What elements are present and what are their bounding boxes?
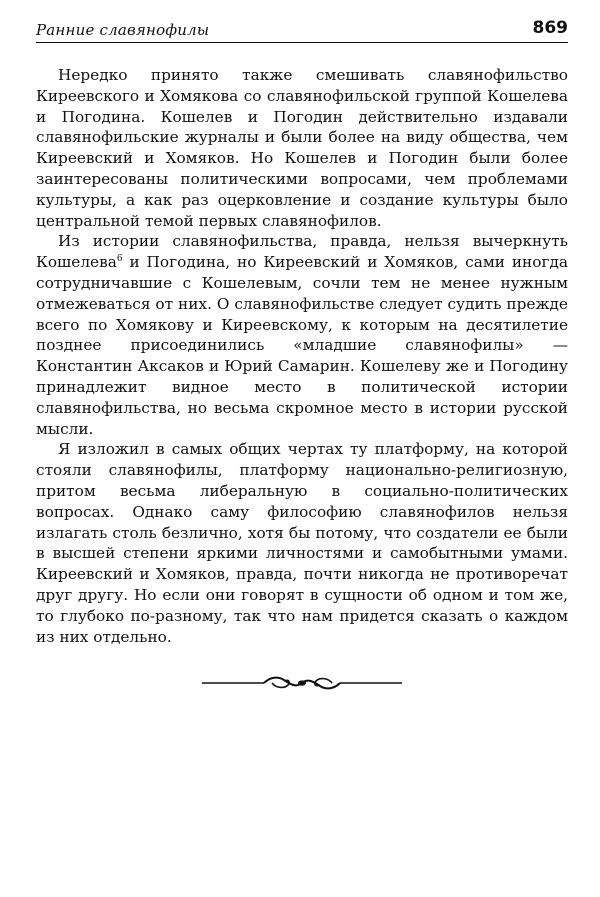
paragraph-2-end: и Погодина, но Киреевский и Хомяков, сами иногда сотрудничавшие с Кошелевым, сочли тем не менее нужным отмежеваться от них. О славянофильстве следует судить прежде всего по Хомякову и Киреевскому, к которым на десятилетие позднее присоединились «младшие славянофилы» — Константин Аксаков и Юрий Самарин. Кошелеву же и Погодину принадлежит видное место в политической истории славянофильства, но весьма скромное место в истории русской мысли. — [36, 253, 568, 438]
main-text — [36, 65, 568, 647]
paragraph-3: Я изложил в самых общих чертах ту платформу, на которой стояли славянофилы, платформу национально-религиозную, притом весьма либеральную в социально-политических вопросах. Однако саму философию славянофилов нельзя излагать столь безлично, хотя бы потому, что создатели ее были в высшей степени яркими личностями и самобытными умами. Киреевский и Хомяков, правда, почти никогда не противоречат друг другу. Но если они говорят в сущности об одном и том же, то глубоко по-разному, так что нам придется сказать о каждом из них отдельно. — [36, 440, 568, 646]
paragraph-1: Нередко принято также смешивать славянофильство Киреевского и Хомякова со славянофильской группой Кошелева и Погодина. Кошелев и Погодин действительно издавали славянофильские журналы и были более на виду общества, чем Киреевский и Хомяков. Но Кошелев и Погодин были более заинтересованы политическими вопросами, чем проблемами культуры, а как раз оцерковление и создание культуры было центральной темой первых славянофилов. — [36, 66, 568, 230]
footnote-reference[interactable]: 6 — [116, 254, 123, 265]
flourish-divider-icon — [202, 673, 402, 693]
paragraph-2 — [36, 231, 568, 439]
paragraph-2-start: Из истории славянофильства, правда, нельзя вычеркнуть Кошелева — [36, 232, 568, 272]
book-page — [36, 0, 568, 693]
page-number: 869 — [532, 18, 568, 38]
running-title: Ранние славянофилы — [36, 21, 210, 39]
running-head — [36, 0, 568, 43]
